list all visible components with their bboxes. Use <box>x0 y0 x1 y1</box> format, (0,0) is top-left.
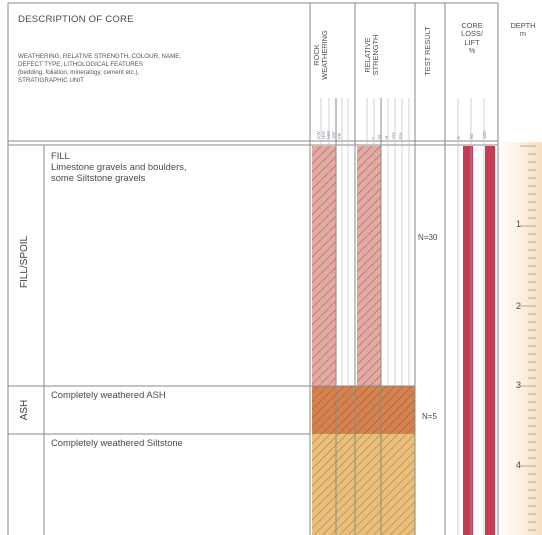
test-result-fill: N=30 <box>418 233 438 242</box>
core-loss-bar-right <box>485 146 495 535</box>
depth-heading-line-2: m <box>519 29 527 39</box>
description-subtitle-line-4: STRATIGRAPHIC UNIT <box>18 77 84 84</box>
depth-heading-line-1: DEPTH <box>510 21 536 30</box>
core-loss-heading-line-1: CORE <box>461 21 483 30</box>
relative-strength-siltstone-layer <box>336 434 415 535</box>
depth-label-3: 3 <box>515 380 521 390</box>
rock-weathering-heading-line-2: WEATHERING <box>320 30 330 80</box>
rock-weathering-tick-3: MW <box>326 130 331 139</box>
unit-label-ash: ASH <box>19 399 30 421</box>
rock-weathering-siltstone-layer <box>312 434 336 535</box>
description-subtitle-line-1: WEATHERING, RELATIVE STRENGTH, COLOUR, NAME, <box>18 53 182 60</box>
rock-weathering-tick-1: CW <box>316 131 321 139</box>
layer-siltstone-description <box>51 437 183 448</box>
relative-strength-fill-layer <box>357 146 381 386</box>
relative-strength-tick-4: VH <box>391 132 396 139</box>
test-result-heading-text: TEST RESULT <box>423 26 432 76</box>
rock-weathering-tick-5: FR <box>337 132 342 139</box>
layer-fill-line-3: some Siltstone gravels <box>51 172 146 183</box>
depth-label-1: 1 <box>515 219 521 229</box>
core-loss-bar-left <box>463 146 473 535</box>
relative-strength-tick-1: L <box>370 136 375 139</box>
relative-strength-tick-5: EH <box>398 132 403 139</box>
layer-ash-line-1: Completely weathered ASH <box>51 389 166 400</box>
depth-label-2: 2 <box>515 301 521 311</box>
unit-label-fill-spoil: FILL/SPOIL <box>19 235 30 289</box>
layer-ash-description <box>51 389 166 400</box>
rock-weathering-fill-layer <box>312 146 336 386</box>
core-loss-tick-3: 100 <box>482 131 487 139</box>
description-subtitle-line-2: DEFECT TYPE, LITHOLOGICAL FEATURES <box>18 61 143 68</box>
layer-fill-description <box>51 150 187 183</box>
rock-weathering-heading <box>313 15 333 95</box>
layer-siltstone-line-1: Completely weathered Siltstone <box>51 437 183 448</box>
relative-strength-ash-layer <box>336 386 415 434</box>
depth-heading <box>499 22 542 39</box>
depth-band <box>498 142 542 535</box>
test-result-heading <box>424 21 436 81</box>
core-loss-heading-line-4: % <box>468 46 476 56</box>
relative-strength-heading <box>364 25 384 85</box>
relative-strength-tick-2: M <box>377 135 382 139</box>
rock-weathering-tick-2: HW <box>321 131 326 139</box>
rock-weathering-heading-line-1: ROCK <box>312 44 321 66</box>
relative-strength-heading-line-1: RELATIVE <box>363 37 372 73</box>
test-result-ash: N=5 <box>422 412 437 421</box>
depth-label-4: 4 <box>515 460 521 470</box>
description-subtitle-line-3: (bedding, foliation, mineralogy, cement etc.), <box>18 69 140 76</box>
rock-weathering-ash-layer <box>312 386 336 434</box>
layer-fill-line-2: Limestone gravels and boulders, <box>51 161 187 172</box>
description-title: DESCRIPTION OF CORE <box>18 14 134 25</box>
relative-strength-tick-3: H <box>384 135 389 139</box>
core-loss-heading <box>446 22 498 56</box>
core-loss-tick-2: 50 <box>469 133 474 139</box>
rock-weathering-tick-4: SW <box>331 131 336 139</box>
core-loss-heading-line-3: LIFT <box>464 37 480 47</box>
layer-fill-line-1: FILL <box>51 150 70 161</box>
core-loss-heading-line-2: LOSS/ <box>461 29 483 39</box>
relative-strength-heading-line-2: STRENGTH <box>371 34 381 76</box>
core-loss-tick-1: 0 <box>456 136 461 139</box>
